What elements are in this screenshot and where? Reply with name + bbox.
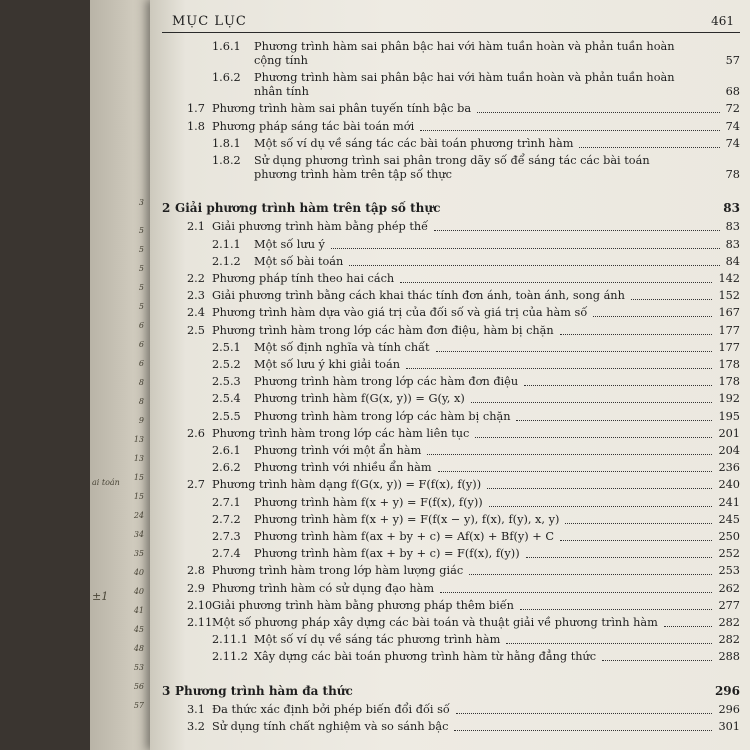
adjacent-page-number: 13 (133, 435, 144, 444)
toc-entry-page: 84 (725, 254, 740, 268)
toc-entry-title: Một số định nghĩa và tính chất (254, 340, 430, 354)
adjacent-page-number: 45 (133, 625, 144, 634)
toc-entry-title: Phương trình hàm trong lớp các hàm liên tục (212, 426, 470, 440)
toc-entry-page: 204 (718, 444, 740, 457)
toc-entry-number: 2.5 (187, 323, 205, 337)
adjacent-page-number: 9 (138, 416, 144, 425)
toc-entry-page: 201 (718, 426, 740, 440)
toc-entry-title: Một số lưu ý khi giải toán (254, 358, 400, 371)
adjacent-page-number: 15 (133, 473, 144, 482)
toc-entry-title: Phương trình với một ẩn hàm (254, 444, 422, 457)
toc-dot-leader (520, 599, 712, 610)
toc-entry-title: Một số ví dụ về sáng tác các bài toán phương trình hàm (254, 136, 574, 150)
toc-entry-number: 1.8 (187, 119, 205, 133)
toc-entry-page: 74 (725, 119, 740, 133)
toc-entry-page: 177 (718, 340, 740, 354)
toc-entry-title: Phương trình hàm f(x + y) = F(f(x − y), f(x), f(y), x, y) (254, 512, 560, 526)
toc-entry-title: Phương trình hàm có sử dụng đạo hàm (212, 581, 435, 595)
toc-entry-page: 296 (714, 683, 740, 698)
toc-entry-page: 177 (718, 323, 740, 337)
toc-entry-number: 2.5.1 (212, 340, 241, 354)
toc-entry-page: 195 (718, 409, 740, 423)
toc-entry-title: Đa thức xác định bởi phép biến đổi đối số (212, 702, 450, 716)
toc-entry-title: Giải phương trình hàm trên tập số thực (175, 201, 441, 216)
toc-entry-number: 2.9 (187, 581, 205, 595)
toc-entry-title: Phương trình hàm dựa vào giá trị của đối số và giá trị của hàm số (212, 306, 588, 320)
toc-entry-number: 2.5.4 (212, 392, 241, 406)
toc-entry-page: 241 (718, 495, 740, 509)
toc-entry-title: Phương trình hàm trong lớp các hàm đơn điệu, hàm bị chặn (212, 323, 554, 337)
adjacent-page-number: 6 (138, 359, 144, 368)
toc-dot-leader (456, 703, 712, 714)
toc-dot-leader (400, 272, 712, 283)
toc-entry-number: 3.2 (187, 720, 205, 733)
toc-entry-page: 152 (718, 289, 740, 303)
toc-entry-number: 1.8.2 (212, 154, 241, 167)
toc-entry-page: 277 (718, 598, 740, 612)
toc-page (150, 0, 750, 750)
adjacent-page-number: 15 (133, 492, 144, 501)
toc-entry-number: 2.1 (187, 220, 205, 234)
toc-entry-page: 83 (723, 201, 740, 216)
adjacent-page-number: 41 (133, 606, 144, 615)
toc-dot-leader (506, 633, 712, 644)
adjacent-page-number: 57 (133, 701, 144, 710)
adjacent-page-number: 40 (133, 568, 144, 577)
adjacent-page-number: 8 (138, 378, 144, 387)
adjacent-page-number: 24 (133, 511, 144, 520)
toc-entry-title: Một số lưu ý (254, 237, 325, 251)
toc-dot-leader (516, 410, 712, 421)
toc-entry-title-continued: nhân tính (254, 85, 309, 99)
toc-entry-title: Sử dụng phương trình sai phân trong dãy số để sáng tác các bài toán (254, 154, 650, 167)
toc-entry-page: 78 (725, 168, 740, 181)
toc-entry-page: 142 (718, 272, 740, 285)
toc-entry-page: 282 (718, 616, 740, 629)
toc-entry-page: 74 (725, 136, 740, 150)
toc-entry-number: 1.8.1 (212, 136, 241, 150)
toc-entry-title: Phương trình với nhiều ẩn hàm (254, 461, 432, 475)
toc-dot-leader (579, 137, 720, 148)
adjacent-page-number: 53 (133, 663, 144, 672)
toc-entry-page: 288 (718, 650, 740, 664)
toc-dot-leader (440, 582, 712, 593)
toc-dot-leader (349, 255, 720, 266)
toc-entry-title-continued: phương trình hàm trên tập số thực (254, 168, 452, 181)
toc-entry-number: 2.11.2 (212, 650, 248, 664)
adjacent-page-fragment: ai toán (92, 478, 120, 487)
toc-entry-number: 2.5.5 (212, 409, 241, 423)
adjacent-page-number: 6 (138, 321, 144, 330)
toc-dot-leader (602, 650, 712, 661)
adjacent-page-number: 34 (133, 530, 144, 539)
adjacent-page-number: 5 (138, 302, 144, 311)
toc-entry-page: 236 (718, 461, 740, 475)
toc-entry-title: Phương trình hàm f(x + y) = F(f(x), f(y)) (254, 495, 483, 509)
toc-entry-page: 240 (718, 478, 740, 492)
toc-entry-number: 2.1.2 (212, 254, 241, 268)
toc-entry-number: 2.7 (187, 478, 205, 492)
toc-entry-title: Một số bài toán (254, 254, 344, 268)
toc-entry-title-continued: cộng tính (254, 54, 308, 67)
toc-entry-title: Phương pháp sáng tác bài toán mới (212, 119, 415, 133)
adjacent-page-number: 48 (133, 644, 144, 653)
adjacent-page-number: 56 (133, 682, 144, 691)
toc-entry-number: 2.3 (187, 289, 205, 303)
toc-entry-title: Một số ví dụ về sáng tác phương trình hàm (254, 633, 501, 647)
toc-entry-page: 301 (718, 720, 740, 733)
toc-entry-page: 296 (718, 702, 740, 716)
adjacent-page-number: 5 (138, 245, 144, 254)
toc-entry-page: 252 (718, 547, 740, 561)
toc-dot-leader (427, 444, 712, 455)
toc-dot-leader (406, 358, 712, 369)
toc-entry-page: 178 (718, 375, 740, 389)
toc-entry-title: Phương trình hàm trong lớp các hàm bị chặn (254, 409, 511, 423)
page-title: MỤC LỤC (172, 14, 247, 29)
toc-entry-number: 2.2 (187, 272, 205, 285)
adjacent-page-number: 40 (133, 587, 144, 596)
toc-entry-page: 253 (718, 564, 740, 578)
toc-entry-title: Phương trình hàm trong lớp các hàm đơn điệu (254, 375, 519, 389)
toc-entry-page: 245 (718, 512, 740, 526)
toc-entry-page: 262 (718, 581, 740, 595)
toc-dot-leader (560, 530, 712, 541)
toc-dot-leader (469, 564, 712, 575)
toc-entry-title: Phương trình hàm trong lớp hàm lượng giác (212, 564, 464, 578)
toc-entry-title: Phương trình hàm sai phân bậc hai với hàm tuần hoàn và phản tuần hoàn (254, 71, 675, 85)
adjacent-page-number: 5 (138, 264, 144, 273)
toc-entry-title: Phương trình hàm f(ax + by + c) = Af(x) + Bf(y) + C (254, 530, 554, 543)
adjacent-page-mark: ±1 (92, 590, 109, 603)
toc-entry-page: 57 (725, 54, 740, 67)
adjacent-page-number: 8 (138, 397, 144, 406)
toc-entry-number: 2 (162, 201, 171, 216)
toc-entry-title: Giải phương trình hàm bằng phương pháp thêm biến (212, 598, 514, 612)
page-header (162, 10, 740, 33)
toc-entry-number: 2.6 (187, 426, 205, 440)
toc-dot-leader (477, 102, 720, 113)
toc-dot-leader (454, 720, 712, 731)
toc-entry-number: 2.7.1 (212, 495, 241, 509)
toc-dot-leader (475, 427, 712, 438)
toc-entry-title: Sử dụng tính chất nghiệm và so sánh bậc (212, 720, 449, 733)
toc-entry-number: 2.4 (187, 306, 205, 320)
toc-entry-page: 68 (725, 85, 740, 99)
adjacent-page-number: 5 (138, 226, 144, 235)
toc-entry-page: 178 (718, 358, 740, 371)
toc-entry-title: Phương trình hàm dạng f(G(x, y)) = F(f(x), f(y)) (212, 478, 482, 492)
adjacent-page-number: 13 (133, 454, 144, 463)
toc-entry-title: Phương trình hàm sai phân bậc hai với hàm tuần hoàn và phản tuần hoàn (254, 40, 675, 53)
toc-dot-leader (631, 289, 712, 300)
toc-entry-title: Phương pháp tính theo hai cách (212, 272, 395, 285)
toc-entry-title: Phương trình hàm f(ax + by + c) = F(f(x), f(y)) (254, 547, 520, 561)
toc-dot-leader (487, 478, 712, 489)
toc-dot-leader (489, 496, 712, 507)
toc-entry-page: 250 (718, 530, 740, 543)
toc-dot-leader (560, 324, 712, 335)
toc-entry-number: 2.6.2 (212, 461, 241, 475)
toc-entry-page: 167 (718, 306, 740, 320)
toc-entry-number: 3 (162, 683, 171, 698)
toc-dot-leader (471, 392, 712, 403)
toc-entry-number: 1.6.1 (212, 40, 241, 53)
toc-entry-title: Giải phương trình hàm bằng phép thế (212, 220, 429, 234)
adjacent-page-number: 35 (133, 549, 144, 558)
toc-entry-number: 2.5.2 (212, 358, 241, 371)
toc-entry-number: 2.8 (187, 564, 205, 578)
toc-entry-page: 83 (725, 220, 740, 234)
page-number: 461 (711, 14, 734, 28)
toc-entry-number: 2.1.1 (212, 237, 241, 251)
toc-entry-page: 83 (725, 237, 740, 251)
toc-entry-title: Giải phương trình bằng cách khai thác tính đơn ánh, toàn ánh, song ánh (212, 289, 625, 303)
toc-dot-leader (565, 513, 712, 524)
toc-entry-number: 2.11 (187, 616, 213, 629)
toc-entry-number: 2.5.3 (212, 375, 241, 389)
toc-entry-page: 192 (718, 392, 740, 406)
toc-entry-number: 2.7.4 (212, 547, 241, 561)
toc-dot-leader (436, 341, 712, 352)
toc-entry-title: Phương trình hàm sai phân tuyến tính bậc ba (212, 102, 472, 116)
toc-entry-title: Một số phương pháp xây dựng các bài toán và thuật giải về phương trình hàm (212, 616, 658, 629)
toc-entry-number: 2.11.1 (212, 633, 248, 647)
toc-dot-leader (434, 220, 720, 231)
toc-entry-page: 282 (718, 633, 740, 647)
toc-dot-leader (524, 375, 712, 386)
toc-entry-number: 2.7.3 (212, 530, 241, 543)
toc-dot-leader (420, 120, 720, 131)
adjacent-page-number: 6 (138, 340, 144, 349)
toc-entry-page: 72 (725, 102, 740, 116)
toc-entry-number: 2.10 (187, 598, 213, 612)
toc-entry-title: Phương trình hàm đa thức (175, 683, 353, 698)
toc-entry-number: 2.6.1 (212, 444, 241, 457)
toc-entry-number: 1.7 (187, 102, 205, 116)
adjacent-page-number: 5 (138, 283, 144, 292)
toc-dot-leader (664, 616, 712, 627)
toc-entry-number: 2.7.2 (212, 512, 241, 526)
toc-dot-leader (593, 306, 712, 317)
toc-entry-number: 1.6.2 (212, 71, 241, 85)
toc-entry-title: Phương trình hàm f(G(x, y)) = G(y, x) (254, 392, 465, 406)
toc-dot-leader (526, 547, 712, 558)
toc-dot-leader (331, 238, 720, 249)
toc-entry-title: Xây dựng các bài toán phương trình hàm từ hằng đẳng thức (254, 650, 597, 664)
toc-entry-number: 3.1 (187, 702, 205, 716)
toc-dot-leader (438, 461, 712, 472)
adjacent-page-number: 3 (138, 198, 144, 207)
